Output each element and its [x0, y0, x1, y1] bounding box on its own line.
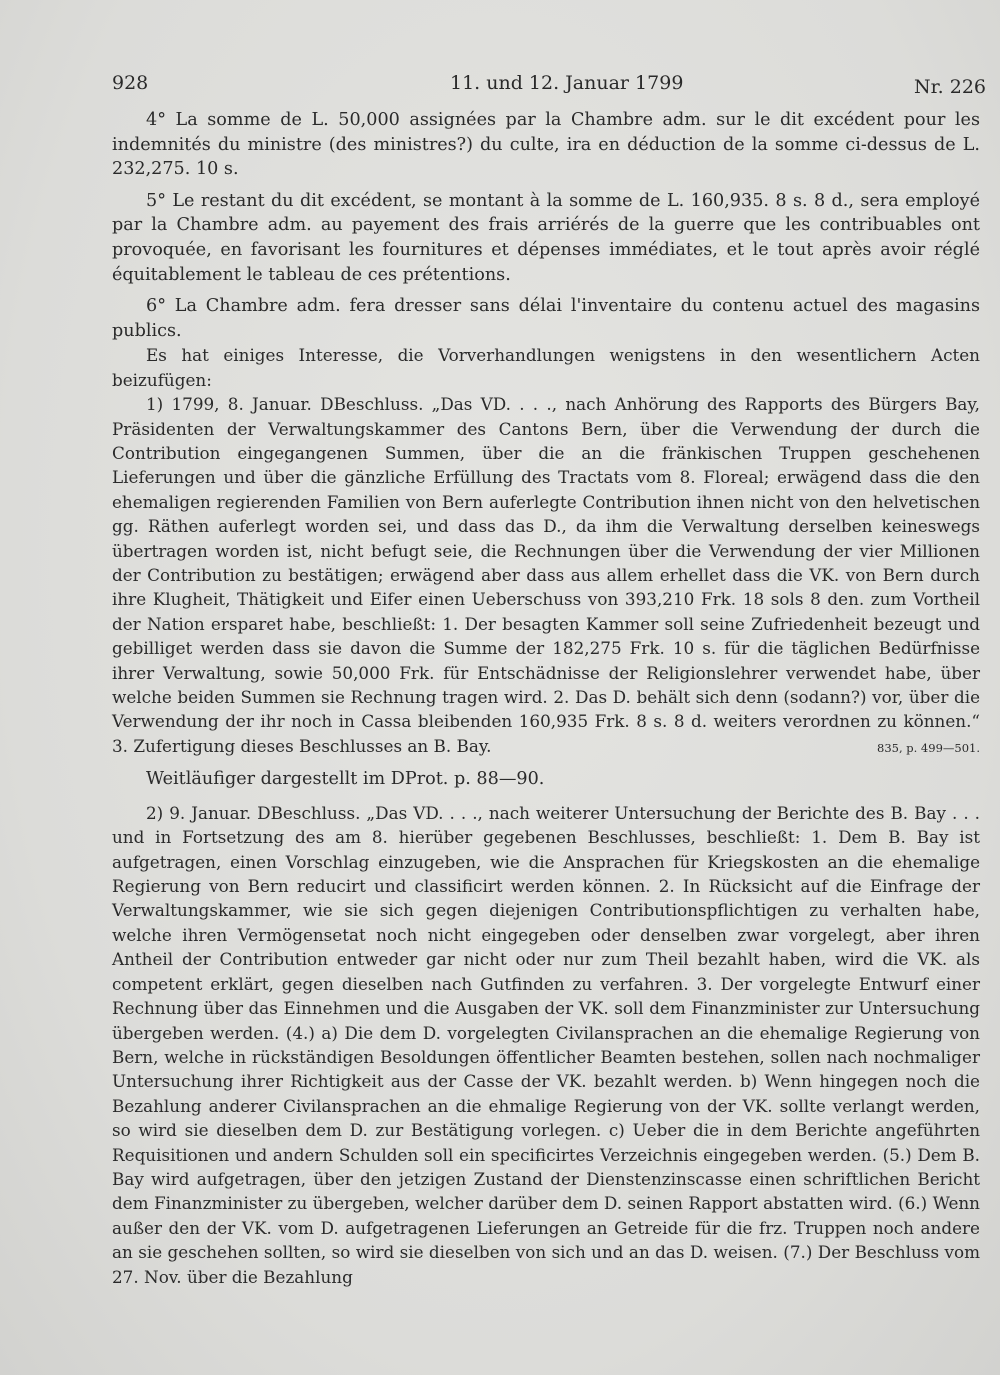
page-header: [112, 72, 986, 102]
paragraph-intro-vorverhandlungen: Es hat einiges Interesse, die Vorverhandlungen wenigstens in den wesentlichern Acten beizufügen:: [112, 345, 980, 390]
paragraph-beschluss-9-januar: 2) 9. Januar. DBeschluss. „Das VD. . . ., nach weiterer Untersuchung der Berichte des B. Bay . . . und in Fortsetzung des am 8. hierüber gegebenen Beschlusses, beschließt: 1. Dem B. Bay ist aufgetragen, einen Vorschlag einzugeben, wie die Ansprachen für Kriegskosten an die ehemalige Regierung von Bern reducirt und classificirt werden können. 2. In Rücksicht auf die Einfrage der Verwaltungskammer, wie sie sich gegen diejenigen Contributionspflichtigen zu verhalten habe, welche ihren Vermögensetat noch nicht eingegeben oder denselben zwar vorgelegt, aber ihren Antheil der Contribution entweder gar nicht oder nur zum Theil bezahlt haben, wird die VK. als competent erklärt, gegen dieselben nach Gutfinden zu verfahren. 3. Der vorgelegte Entwurf einer Rechnung über das Einnehmen und die Ausgaben der VK. soll dem Finanzminister zur Untersuchung übergeben werden. (4.) a) Die dem D. vorgelegten Civilansprachen an die ehemalige Regierung von Bern, welche in rückständigen Besoldungen öffentlicher Beamten bestehen, sollen nach nochmaliger Untersuchung ihrer Richtigkeit aus der Casse der VK. bezahlt werden. b) Wenn hingegen noch die Bezahlung anderer Civilansprachen an die ehmalige Regierung von der VK. sollte verlangt werden, so wird sie dieselben dem D. zur Bestätigung vorlegen. c) Ueber die in dem Berichte angeführten Requisitionen und andern Schulden soll ein specificirtes Verzeichnis eingegeben werden. (5.) Dem B. Bay wird aufgetragen, über den jetzigen Zustand der Dienstenzinscasse einen schriftlichen Bericht dem Finanzminister zu übergeben, welcher darüber dem D. seinen Rapport abstatten wird. (6.) Wenn außer den der VK. vom D. aufgetragenen Lieferungen an Getreide für die frz. Truppen noch andere an sie geschehen sollten, so wird sie dieselben von sich und an das D. weisen. (7.) Der Beschluss vom 27. Nov. über die Bezahlung: [112, 802, 980, 1287]
paragraph-dprot-reference: Weitläufiger dargestellt im DProt. p. 88—90.: [146, 769, 545, 790]
source-reference: 835, p. 499—501.: [877, 740, 980, 755]
document-number: Nr. 226: [914, 76, 986, 98]
paragraph-5-restant: 5° Le restant du dit excédent, se montant à la somme de L. 160,935. 8 s. 8 d., sera employé par la Chambre adm. au payement des frais arriérés de la guerre que les contribuables ont provoquée, en favorisant les fournitures et dépenses immédiates, et le tout après avoir réglé équitablement le tableau de ces prétentions.: [112, 190, 980, 285]
page-number: 928: [112, 72, 149, 94]
paragraph-4-somme: 4° La somme de L. 50,000 assignées par la Chambre adm. sur le dit excédent pour les indemnités du ministre (des ministres?) du culte, ira en déduction de la somme ci-dessus de L. 232,275. 10 s.: [112, 110, 980, 180]
running-title-date: 11. und 12. Januar 1799: [450, 72, 684, 94]
paragraph-beschluss-8-januar: [112, 392, 980, 758]
beschluss-8-januar-text: 1) 1799, 8. Januar. DBeschluss. „Das VD. . . ., nach Anhörung des Rapports des Bürgers Bay, Präsidenten der Verwaltungskammer des Cantons Bern, über die Verwendung der durch die Contribution eingegangenen Summen, über die an die fränkischen Truppen geschehenen Lieferungen und über die gänzliche Erfüllung des Tractats vom 8. Floreal; erwägend dass die den ehemaligen regierenden Familien von Bern auferlegte Contribution ihnen nicht von den helvetischen gg. Räthen auferlegt worden sei, und dass das D., da ihm die Verwaltung derselben keineswegs übertragen worden ist, nicht befugt seie, die Rechnungen über die Verwendung der vier Millionen der Contribution zu bestätigen; erwägend aber dass aus allem erhellet dass die VK. von Bern durch ihre Klugheit, Thätigkeit und Eifer einen Ueberschuss von 393,210 Frk. 18 sols 8 den. zum Vortheil der Nation ersparet habe, beschließt: 1. Der besagten Kammer soll seine Zufriedenheit bezeugt und gebilliget werden dass sie davon die Summe der 182,275 Frk. 10 s. für die täglichen Bedürfnisse ihrer Verwaltung, sowie 50,000 Frk. für Entschädnisse der Religionslehrer verwendet habe, über welche beiden Summen sie Rechnung tragen wird. 2. Das D. behält sich denn (sodann?) vor, über die Verwendung der ihr noch in Cassa bleibenden 160,935 Frk. 8 s. 8 d. weiters verordnen zu können.“ 3. Zufertigung dieses Beschlusses an B. Bay.: [112, 394, 980, 756]
body-text: [112, 108, 980, 1289]
paragraph-6-inventaire: 6° La Chambre adm. fera dresser sans délai l'inventaire du contenu actuel des magasins publics.: [112, 296, 980, 341]
